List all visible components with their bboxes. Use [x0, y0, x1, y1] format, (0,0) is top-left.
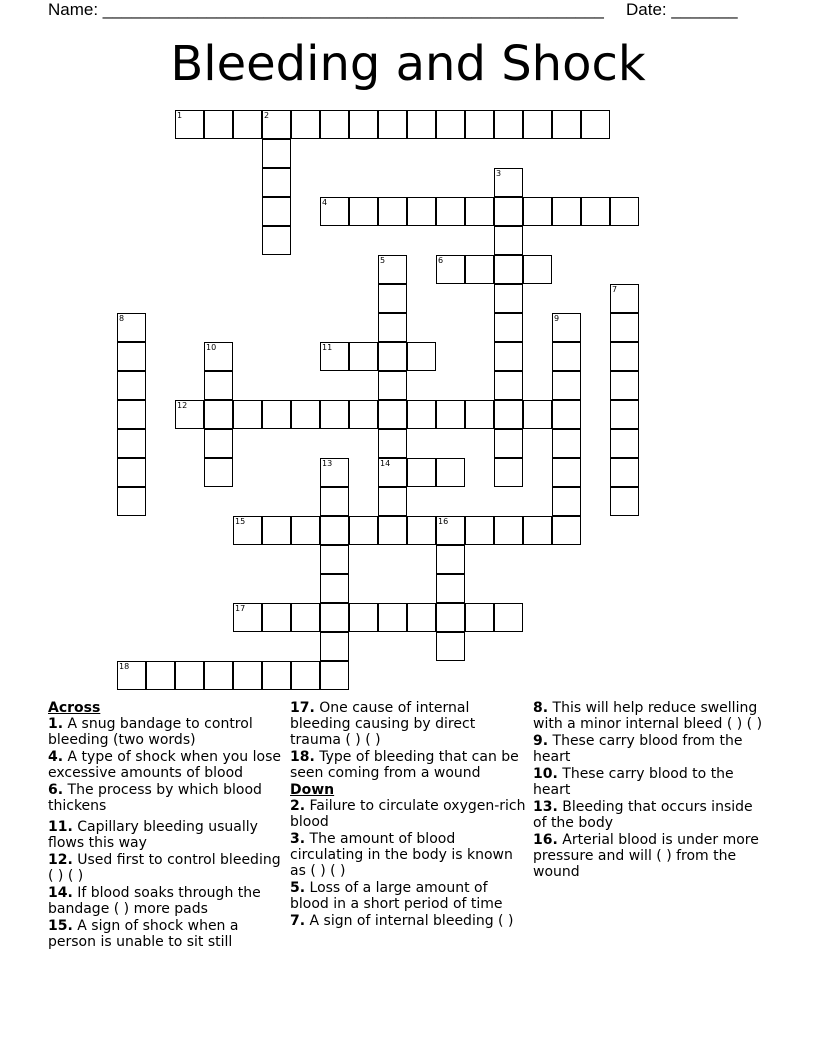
down-clue: [533, 700, 769, 732]
crossword-cell[interactable]: [233, 110, 262, 139]
clue-number: 7.: [290, 913, 306, 929]
clue-column-1: [48, 700, 284, 951]
crossword-cell[interactable]: [175, 400, 204, 429]
crossword-cell[interactable]: [465, 603, 494, 632]
crossword-cell[interactable]: [494, 110, 523, 139]
clue-text: Bleeding that occurs inside of the body: [533, 799, 753, 831]
cell-number: 8: [119, 314, 125, 323]
crossword-cell[interactable]: [494, 603, 523, 632]
clue-text: The process by which blood thickens: [48, 782, 262, 814]
down-clue: [533, 832, 769, 880]
clue-number: 15.: [48, 918, 73, 934]
crossword-cell[interactable]: [407, 197, 436, 226]
crossword-cell[interactable]: [204, 110, 233, 139]
crossword-cell[interactable]: [378, 371, 407, 400]
clue-text: Type of bleeding that can be seen coming from a wound: [290, 749, 519, 781]
crossword-cell[interactable]: [610, 487, 639, 516]
clue-text: One cause of internal bleeding causing by direct trauma ( ) ( ): [290, 700, 476, 748]
crossword-cell[interactable]: [494, 313, 523, 342]
crossword-cell[interactable]: [465, 516, 494, 545]
clue-text: Used first to control bleeding ( ) ( ): [48, 852, 281, 884]
crossword-cell[interactable]: [291, 516, 320, 545]
crossword-cell[interactable]: [320, 545, 349, 574]
crossword-cell[interactable]: [610, 371, 639, 400]
cell-number: 17: [235, 604, 246, 613]
crossword-cell[interactable]: [465, 197, 494, 226]
crossword-cell[interactable]: [117, 458, 146, 487]
crossword-cell[interactable]: [320, 400, 349, 429]
crossword-cell[interactable]: [233, 661, 262, 690]
crossword-cell[interactable]: [436, 516, 465, 545]
clue-text: Loss of a large amount of blood in a short period of time: [290, 880, 503, 912]
crossword-cell[interactable]: [291, 661, 320, 690]
crossword-cell[interactable]: [117, 661, 146, 690]
crossword-cell[interactable]: [378, 458, 407, 487]
cell-number: 18: [119, 662, 130, 671]
clue-text: A sign of internal bleeding ( ): [309, 913, 514, 929]
across-clue: [290, 700, 526, 748]
crossword-cell[interactable]: [378, 284, 407, 313]
crossword-cell[interactable]: [349, 110, 378, 139]
clue-column-3: [533, 700, 769, 881]
crossword-cell[interactable]: [320, 342, 349, 371]
crossword-cell[interactable]: [494, 342, 523, 371]
crossword-cell[interactable]: [204, 661, 233, 690]
crossword-cell[interactable]: [349, 197, 378, 226]
crossword-cell[interactable]: [610, 458, 639, 487]
crossword-cell[interactable]: [320, 458, 349, 487]
cell-number: 4: [322, 198, 328, 207]
crossword-cell[interactable]: [552, 313, 581, 342]
crossword-cell[interactable]: [320, 661, 349, 690]
crossword-cell[interactable]: [233, 516, 262, 545]
crossword-cell[interactable]: [494, 400, 523, 429]
clue-number: 8.: [533, 700, 549, 716]
crossword-cell[interactable]: [610, 284, 639, 313]
down-clue: [290, 913, 526, 929]
crossword-cell[interactable]: [320, 603, 349, 632]
clue-text: A sign of shock when a person is unable to sit still: [48, 918, 239, 950]
crossword-cell[interactable]: [407, 603, 436, 632]
date-label: Date: _______: [626, 0, 738, 19]
down-clue: [533, 733, 769, 765]
across-heading: Across: [48, 700, 101, 716]
crossword-cell[interactable]: [262, 226, 291, 255]
cell-number: 3: [496, 169, 502, 178]
crossword-cell[interactable]: [204, 371, 233, 400]
crossword-cell[interactable]: [523, 110, 552, 139]
crossword-cell[interactable]: [117, 371, 146, 400]
clue-text: The amount of blood circulating in the body is known as ( ) ( ): [290, 831, 513, 879]
cell-number: 13: [322, 459, 333, 468]
cell-number: 1: [177, 111, 183, 120]
crossword-cell[interactable]: [117, 342, 146, 371]
cell-number: 15: [235, 517, 246, 526]
crossword-cell[interactable]: [552, 458, 581, 487]
down-clue: [290, 880, 526, 912]
crossword-cell[interactable]: [494, 226, 523, 255]
clue-number: 5.: [290, 880, 306, 896]
crossword-cell[interactable]: [262, 516, 291, 545]
crossword-cell[interactable]: [233, 400, 262, 429]
cell-number: 10: [206, 343, 217, 352]
clue-number: 12.: [48, 852, 73, 868]
crossword-cell[interactable]: [291, 603, 320, 632]
crossword-cell[interactable]: [262, 400, 291, 429]
name-label: Name: _____________________________________________________: [48, 0, 604, 19]
clue-number: 17.: [290, 700, 315, 716]
cell-number: 11: [322, 343, 333, 352]
crossword-cell[interactable]: [291, 400, 320, 429]
crossword-cell[interactable]: [204, 458, 233, 487]
crossword-cell[interactable]: [552, 371, 581, 400]
crossword-cell[interactable]: [523, 400, 552, 429]
cell-number: 12: [177, 401, 188, 410]
crossword-cell[interactable]: [378, 255, 407, 284]
crossword-cell[interactable]: [407, 516, 436, 545]
down-clue: [533, 799, 769, 831]
crossword-cell[interactable]: [494, 255, 523, 284]
crossword-cell[interactable]: [552, 487, 581, 516]
crossword-cell[interactable]: [233, 603, 262, 632]
clue-text: A snug bandage to control bleeding (two words): [48, 716, 253, 748]
crossword-cell[interactable]: [378, 342, 407, 371]
clue-text: Failure to circulate oxygen-rich blood: [290, 798, 526, 830]
crossword-cell[interactable]: [320, 574, 349, 603]
clue-number: 10.: [533, 766, 558, 782]
clue-number: 9.: [533, 733, 549, 749]
cell-number: 7: [612, 285, 618, 294]
page-title: Bleeding and Shock: [170, 36, 646, 92]
crossword-cell[interactable]: [610, 313, 639, 342]
crossword-cell[interactable]: [146, 661, 175, 690]
crossword-cell[interactable]: [552, 429, 581, 458]
cell-number: 6: [438, 256, 444, 265]
crossword-cell[interactable]: [117, 400, 146, 429]
crossword-cell[interactable]: [523, 255, 552, 284]
crossword-cell[interactable]: [262, 168, 291, 197]
across-clue: [48, 852, 284, 884]
crossword-cell[interactable]: [610, 400, 639, 429]
cell-number: 9: [554, 314, 560, 323]
crossword-cell[interactable]: [552, 516, 581, 545]
crossword-cell[interactable]: [436, 574, 465, 603]
crossword-cell[interactable]: [494, 197, 523, 226]
down-clue: [533, 766, 769, 798]
across-clue: [48, 716, 284, 748]
clue-number: 13.: [533, 799, 558, 815]
crossword-cell[interactable]: [494, 458, 523, 487]
down-clue: [290, 798, 526, 830]
cell-number: 16: [438, 517, 449, 526]
crossword-cell[interactable]: [436, 110, 465, 139]
crossword-cell[interactable]: [262, 661, 291, 690]
crossword-cell[interactable]: [523, 516, 552, 545]
crossword-cell[interactable]: [465, 255, 494, 284]
crossword-cell[interactable]: [436, 255, 465, 284]
crossword-cell[interactable]: [407, 458, 436, 487]
crossword-cell[interactable]: [378, 313, 407, 342]
clue-text: Capillary bleeding usually flows this way: [48, 819, 258, 851]
crossword-cell[interactable]: [436, 632, 465, 661]
clue-number: 6.: [48, 782, 64, 798]
crossword-cell[interactable]: [378, 429, 407, 458]
clue-text: If blood soaks through the bandage ( ) more pads: [48, 885, 261, 917]
crossword-cell[interactable]: [610, 197, 639, 226]
crossword-cell[interactable]: [349, 342, 378, 371]
crossword-cell[interactable]: [552, 342, 581, 371]
down-clue: [290, 831, 526, 879]
crossword-cell[interactable]: [320, 487, 349, 516]
crossword-cell[interactable]: [436, 458, 465, 487]
crossword-cell[interactable]: [407, 400, 436, 429]
crossword-cell[interactable]: [407, 342, 436, 371]
across-clue: [48, 782, 284, 814]
across-clue: [48, 749, 284, 781]
clue-text: These carry blood from the heart: [533, 733, 743, 765]
crossword-cell[interactable]: [436, 197, 465, 226]
clue-number: 4.: [48, 749, 64, 765]
crossword-cell[interactable]: [117, 313, 146, 342]
crossword-cell[interactable]: [436, 603, 465, 632]
clue-number: 16.: [533, 832, 558, 848]
crossword-cell[interactable]: [349, 603, 378, 632]
crossword-cell[interactable]: [552, 400, 581, 429]
crossword-cell[interactable]: [494, 168, 523, 197]
crossword-cell[interactable]: [291, 110, 320, 139]
crossword-cell[interactable]: [494, 284, 523, 313]
clue-number: 14.: [48, 885, 73, 901]
crossword-cell[interactable]: [262, 139, 291, 168]
crossword-cell[interactable]: [378, 110, 407, 139]
across-clue: [48, 885, 284, 917]
crossword-cell[interactable]: [378, 603, 407, 632]
crossword-cell[interactable]: [378, 516, 407, 545]
clue-number: 11.: [48, 819, 73, 835]
crossword-cell[interactable]: [378, 400, 407, 429]
crossword-cell[interactable]: [117, 429, 146, 458]
crossword-cell[interactable]: [320, 632, 349, 661]
clue-number: 18.: [290, 749, 315, 765]
clue-text: A type of shock when you lose excessive amounts of blood: [48, 749, 281, 781]
crossword-cell[interactable]: [552, 197, 581, 226]
across-clue: [290, 749, 526, 781]
clue-number: 2.: [290, 798, 306, 814]
across-clue: [48, 918, 284, 950]
crossword-cell[interactable]: [610, 429, 639, 458]
crossword-cell[interactable]: [262, 197, 291, 226]
crossword-cell[interactable]: [494, 429, 523, 458]
crossword-cell[interactable]: [407, 110, 436, 139]
crossword-cell[interactable]: [349, 516, 378, 545]
crossword-cell[interactable]: [204, 429, 233, 458]
crossword-cell[interactable]: [494, 516, 523, 545]
crossword-cell[interactable]: [262, 603, 291, 632]
crossword-cell[interactable]: [581, 197, 610, 226]
clue-text: This will help reduce swelling with a minor internal bleed ( ) ( ): [533, 700, 763, 732]
crossword-cell[interactable]: [204, 342, 233, 371]
crossword-cell[interactable]: [523, 197, 552, 226]
crossword-cell[interactable]: [436, 545, 465, 574]
crossword-cell[interactable]: [320, 197, 349, 226]
across-clue: [48, 819, 284, 851]
crossword-cell[interactable]: [320, 516, 349, 545]
crossword-cell[interactable]: [581, 110, 610, 139]
crossword-cell[interactable]: [320, 110, 349, 139]
clue-number: 3.: [290, 831, 306, 847]
crossword-cell[interactable]: [552, 110, 581, 139]
down-heading: Down: [290, 782, 335, 798]
crossword-cell[interactable]: [610, 342, 639, 371]
crossword-cell[interactable]: [349, 400, 378, 429]
crossword-cell[interactable]: [262, 110, 291, 139]
cell-number: 5: [380, 256, 386, 265]
crossword-cell[interactable]: [494, 371, 523, 400]
cell-number: 14: [380, 459, 391, 468]
clue-number: 1.: [48, 716, 64, 732]
crossword-cell[interactable]: [465, 110, 494, 139]
crossword-cell[interactable]: [436, 400, 465, 429]
cell-number: 2: [264, 111, 270, 120]
crossword-cell[interactable]: [117, 487, 146, 516]
clue-column-2: [290, 700, 526, 930]
crossword-cell[interactable]: [378, 197, 407, 226]
crossword-cell[interactable]: [175, 661, 204, 690]
crossword-cell[interactable]: [204, 400, 233, 429]
crossword-cell[interactable]: [465, 400, 494, 429]
clue-text: Arterial blood is under more pressure and will ( ) from the wound: [533, 832, 759, 880]
crossword-cell[interactable]: [378, 487, 407, 516]
crossword-cell[interactable]: [175, 110, 204, 139]
clue-text: These carry blood to the heart: [533, 766, 734, 798]
